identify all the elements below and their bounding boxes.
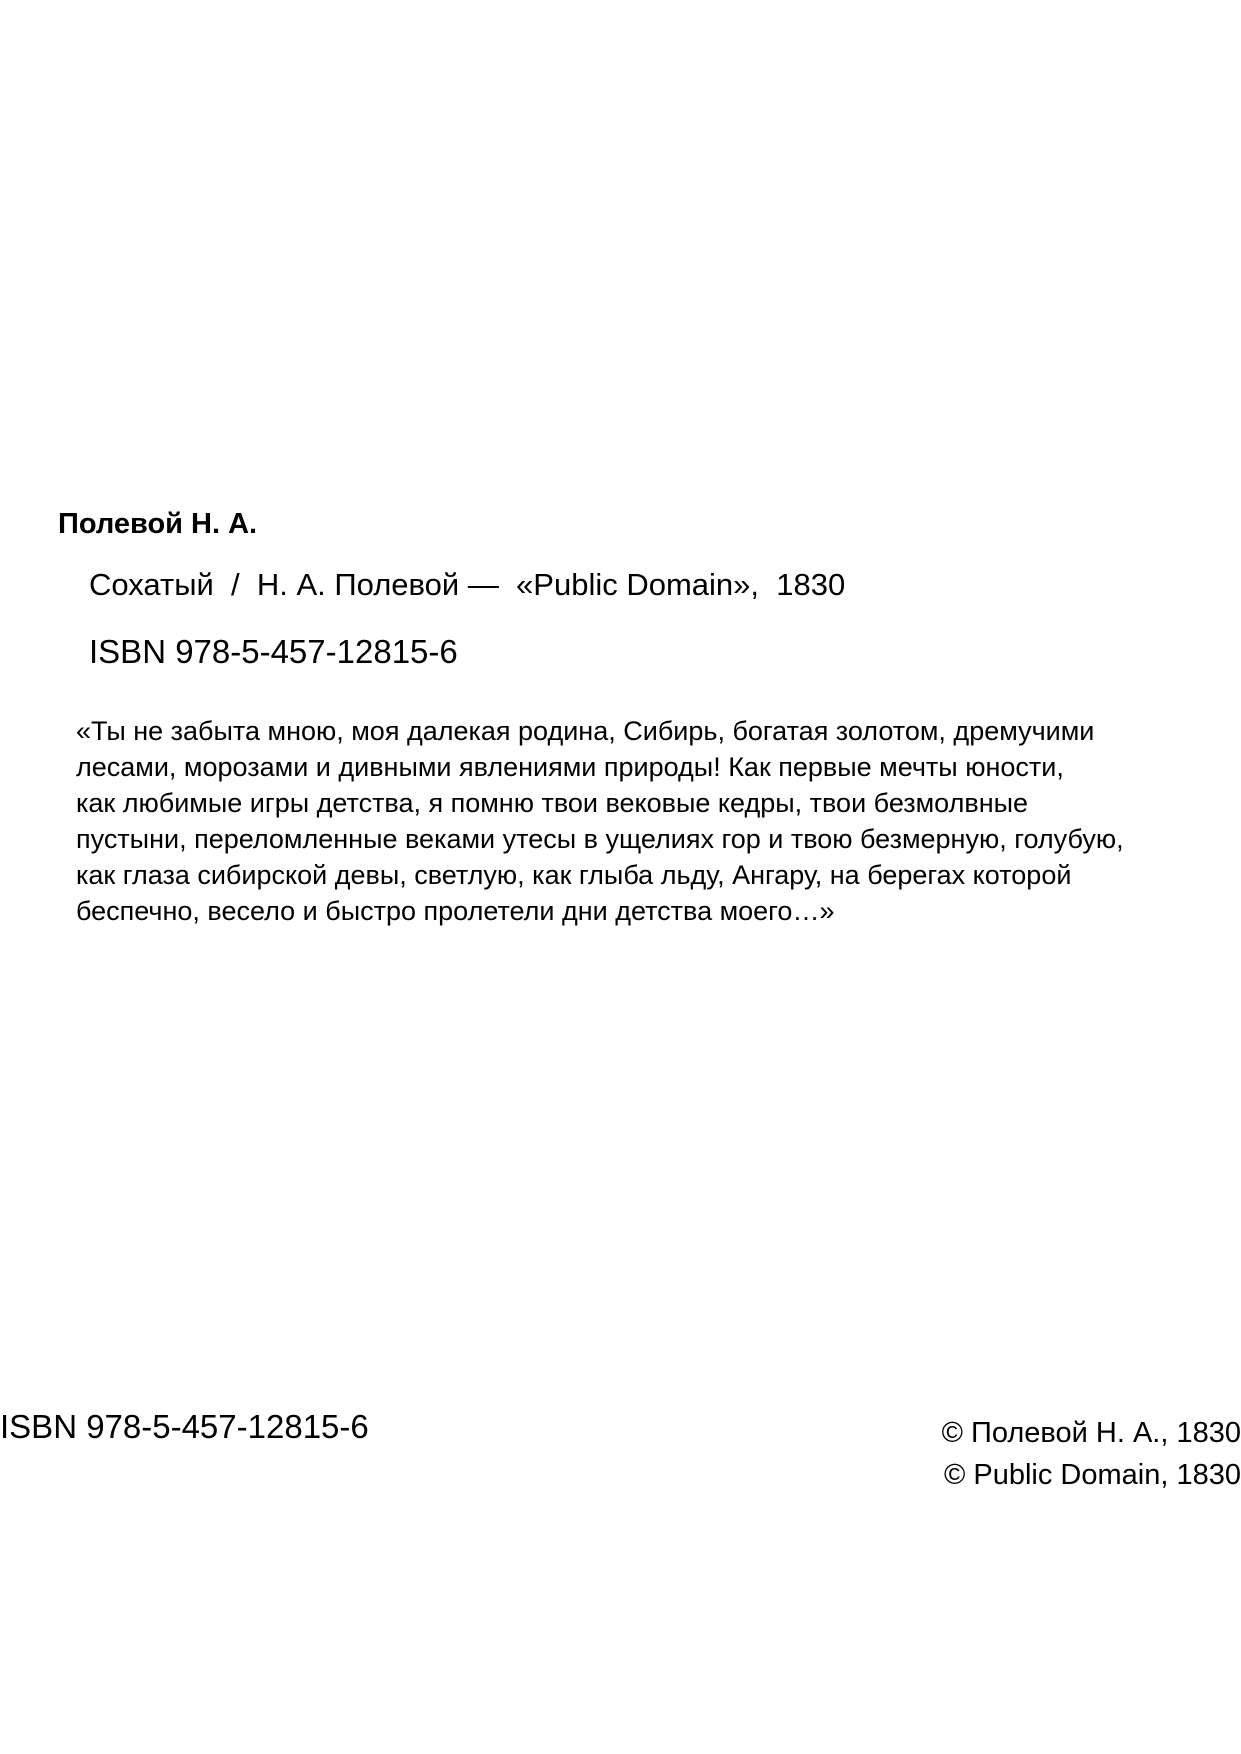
copyright-block <box>541 1412 1241 1496</box>
annotation-text <box>76 713 1241 929</box>
annotation-line: как глаза сибирской девы, светлую, как глыба льду, Ангару, на берегах которой <box>76 860 1072 890</box>
annotation-line: как любимые игры детства, я помню твои вековые кедры, твои безмолвные <box>76 788 1029 818</box>
annotation-line: лесами, морозами и дивными явлениями природы! Как первые мечты юности, <box>76 752 1064 782</box>
isbn-main: ISBN 978-5-457-12815-6 <box>89 633 458 670</box>
isbn-footer: ISBN 978-5-457-12815-6 <box>0 1408 369 1445</box>
copyright-public-domain: © Public Domain, 1830 <box>943 1459 1241 1491</box>
annotation-line: пустыни, переломленные веками утесы в ущелиях гор и твою безмерную, голубую, <box>76 824 1124 854</box>
copyright-author: © Полевой Н. А., 1830 <box>941 1417 1241 1449</box>
bibliographic-citation: Сохатый / Н. А. Полевой — «Public Domain», 1830 <box>89 567 846 602</box>
annotation-line: беспечно, весело и быстро пролетели дни детства моего…» <box>76 896 835 926</box>
author-heading: Полевой Н. А. <box>58 508 258 540</box>
annotation-line: «Ты не забыта мною, моя далекая родина, Сибирь, богатая золотом, дремучими <box>76 716 1095 746</box>
